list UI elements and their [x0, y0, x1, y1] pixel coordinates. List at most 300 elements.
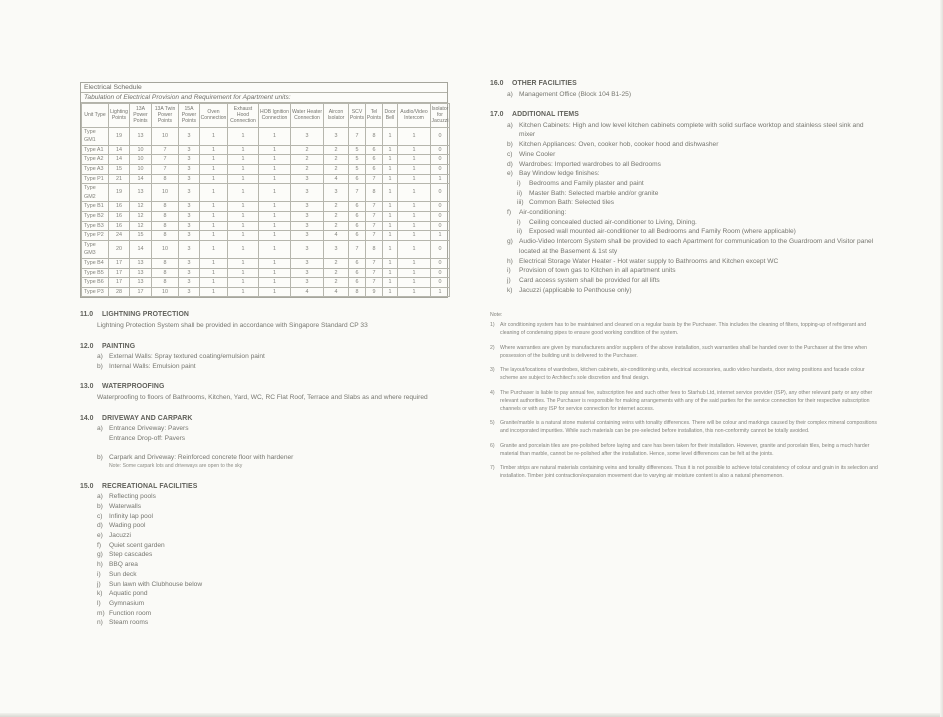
spec-line-label: a): [507, 90, 513, 98]
section-number: 15.0: [80, 482, 94, 490]
tel-points-cell: 7: [366, 202, 383, 212]
hob-ignition-connection-cell: 1: [259, 221, 291, 231]
13a-twin-power-points-cell: 8: [152, 221, 179, 231]
audio-video-intercom-cell: 1: [398, 258, 431, 268]
section-lightning-protection: [80, 311, 448, 330]
section-title: ADDITIONAL ITEMS: [512, 111, 579, 119]
audio-video-intercom-cell: 1: [398, 231, 431, 241]
spec-line: [97, 560, 448, 570]
column-header: 15A Power Points: [179, 104, 200, 128]
spec-line-text: Quiet scent garden: [109, 541, 165, 549]
note-number: 2): [490, 344, 495, 351]
spec-line-label: a): [97, 493, 103, 501]
lighting-points-cell: 16: [109, 221, 130, 231]
hob-ignition-connection-cell: 1: [259, 211, 291, 221]
spec-line-text: Gymnasium: [109, 599, 145, 607]
table-row: [82, 202, 450, 212]
audio-video-intercom-cell: 1: [398, 174, 431, 184]
spec-line-text: Internal Walls: Emulsion paint: [109, 362, 196, 370]
section-number: 11.0: [80, 311, 94, 319]
spec-line-text: Steam rooms: [109, 619, 149, 627]
column-header: Isolator for Jacuzzi: [431, 104, 450, 128]
oven-connection-cell: 1: [200, 145, 228, 155]
section-number: 17.0: [490, 111, 504, 119]
unit-type-cell: Type A2: [82, 155, 109, 165]
note-text: The layout/locations of wardrobes, kitchen cabinets, air-conditioning units, electrical accessories, audio video handsets, door swing positions and facade colour scheme are subject to Architect's sole discretion and final design.: [500, 367, 865, 382]
spec-line-text: Wine Cooler: [519, 150, 556, 158]
section-title: DRIVEWAY AND CARPARK: [102, 414, 193, 422]
lighting-points-cell: 17: [109, 268, 130, 278]
spec-line-label: a): [97, 425, 103, 433]
spec-line-text: Air-conditioning:: [519, 209, 567, 217]
audio-video-intercom-cell: 1: [398, 202, 431, 212]
scv-points-cell: 6: [349, 268, 366, 278]
table-row: [82, 211, 450, 221]
spec-line: [517, 179, 880, 189]
column-header: Door Bell: [383, 104, 398, 128]
door-bell-cell: 1: [383, 202, 398, 212]
unit-type-cell: Type GM3: [82, 240, 109, 258]
spec-line-text: Bay Window ledge finishes:: [519, 170, 600, 178]
spec-line: [97, 424, 448, 434]
door-bell-cell: 1: [383, 174, 398, 184]
oven-connection-cell: 1: [200, 164, 228, 174]
isolator-jacuzzi-cell: 0: [431, 221, 450, 231]
spec-line-text: Electrical Storage Water Heater - Hot water supply to Bathrooms and Kitchen except WC: [519, 257, 779, 265]
spec-line: [97, 550, 448, 560]
exhaust-hood-connection-cell: 1: [228, 278, 259, 288]
door-bell-cell: 1: [383, 145, 398, 155]
aircon-isolator-cell: 2: [324, 164, 349, 174]
door-bell-cell: 1: [383, 127, 398, 145]
spec-line: [517, 218, 880, 228]
exhaust-hood-connection-cell: 1: [228, 268, 259, 278]
table-row: [82, 287, 450, 297]
lighting-points-cell: 16: [109, 202, 130, 212]
isolator-jacuzzi-cell: 0: [431, 164, 450, 174]
door-bell-cell: 1: [383, 268, 398, 278]
spec-line-text: Entrance Drop-off: Pavers: [109, 434, 186, 442]
13a-power-points-cell: 13: [130, 268, 152, 278]
table-header-row: [82, 104, 450, 128]
aircon-isolator-cell: 2: [324, 155, 349, 165]
13a-twin-power-points-cell: 10: [152, 287, 179, 297]
tel-points-cell: 7: [366, 221, 383, 231]
unit-type-cell: Type GM1: [82, 127, 109, 145]
13a-twin-power-points-cell: 8: [152, 231, 179, 241]
scv-points-cell: 6: [349, 202, 366, 212]
15a-power-points-cell: 3: [179, 268, 200, 278]
spec-line-text: Waterproofing to floors of Bathrooms, Kitchen, Yard, WC, RC Flat Roof, Terrace and Slabs as and where required: [97, 393, 428, 401]
scv-points-cell: 5: [349, 145, 366, 155]
note-number: 5): [490, 420, 495, 427]
isolator-jacuzzi-cell: 1: [431, 174, 450, 184]
13a-twin-power-points-cell: 8: [152, 174, 179, 184]
spec-line-label: f): [507, 209, 512, 217]
spec-line-text: Step cascades: [109, 551, 153, 559]
unit-type-cell: Type B5: [82, 268, 109, 278]
water-heater-connection-cell: 3: [291, 258, 324, 268]
door-bell-cell: 1: [383, 221, 398, 231]
13a-power-points-cell: 14: [130, 240, 152, 258]
spec-line: [97, 589, 448, 599]
spec-line-text: Kitchen Appliances: Oven, cooker hob, cooker hood and dishwasher: [519, 141, 719, 149]
spec-line-text: Common Bath: Selected tiles: [529, 199, 615, 207]
scv-points-cell: 7: [349, 240, 366, 258]
oven-connection-cell: 1: [200, 231, 228, 241]
spec-line: [507, 140, 880, 150]
spec-line: [507, 208, 880, 218]
audio-video-intercom-cell: 1: [398, 240, 431, 258]
spec-line-text: Master Bath: Selected marble and/or granite: [529, 189, 659, 197]
column-header: 13A Power Points: [130, 104, 152, 128]
spec-line-label: i): [517, 218, 521, 226]
column-header: Exhaust Hood Connection: [228, 104, 259, 128]
spec-line: [97, 618, 448, 628]
column-header: 13A Twin Power Points: [152, 104, 179, 128]
13a-power-points-cell: 14: [130, 174, 152, 184]
13a-power-points-cell: 15: [130, 231, 152, 241]
oven-connection-cell: 1: [200, 268, 228, 278]
scv-points-cell: 7: [349, 184, 366, 202]
notes-heading: Note:: [490, 312, 503, 319]
scv-points-cell: 6: [349, 258, 366, 268]
electrical-provision-table: [81, 103, 450, 297]
exhaust-hood-connection-cell: 1: [228, 221, 259, 231]
spec-line-label: i): [517, 179, 521, 187]
lighting-points-cell: 24: [109, 231, 130, 241]
section-title: WATERPROOFING: [102, 383, 165, 391]
aircon-isolator-cell: 2: [324, 221, 349, 231]
unit-type-cell: Type GM2: [82, 184, 109, 202]
13a-power-points-cell: 13: [130, 127, 152, 145]
spec-line: [109, 462, 448, 471]
spec-line-text: Exposed wall mounted air-conditioner to all Bedrooms and Family Room (where applicable): [529, 228, 796, 236]
hob-ignition-connection-cell: 1: [259, 145, 291, 155]
isolator-jacuzzi-cell: 0: [431, 268, 450, 278]
column-header: Unit Type: [82, 104, 109, 128]
spec-line-label: b): [97, 362, 103, 370]
audio-video-intercom-cell: 1: [398, 184, 431, 202]
spec-line-text: External Walls: Spray textured coating/emulsion paint: [109, 353, 265, 360]
13a-twin-power-points-cell: 10: [152, 127, 179, 145]
column-header: SCV Points: [349, 104, 366, 128]
isolator-jacuzzi-cell: 0: [431, 127, 450, 145]
spec-line-text: Ceiling concealed ducted air-conditioner to Living, Dining.: [529, 218, 697, 226]
isolator-jacuzzi-cell: 0: [431, 155, 450, 165]
exhaust-hood-connection-cell: 1: [228, 155, 259, 165]
aircon-isolator-cell: 2: [324, 211, 349, 221]
tel-points-cell: 7: [366, 231, 383, 241]
spec-line: [517, 198, 880, 208]
15a-power-points-cell: 3: [179, 240, 200, 258]
oven-connection-cell: 1: [200, 184, 228, 202]
isolator-jacuzzi-cell: 0: [431, 211, 450, 221]
water-heater-connection-cell: 3: [291, 240, 324, 258]
13a-power-points-cell: 13: [130, 258, 152, 268]
spec-line: [507, 286, 880, 296]
notes-list: [490, 321, 880, 480]
table-row: [82, 127, 450, 145]
tel-points-cell: 6: [366, 155, 383, 165]
13a-power-points-cell: 13: [130, 184, 152, 202]
unit-type-cell: Type B6: [82, 278, 109, 288]
oven-connection-cell: 1: [200, 278, 228, 288]
water-heater-connection-cell: 3: [291, 184, 324, 202]
15a-power-points-cell: 3: [179, 145, 200, 155]
water-heater-connection-cell: 2: [291, 145, 324, 155]
oven-connection-cell: 1: [200, 155, 228, 165]
aircon-isolator-cell: 4: [324, 287, 349, 297]
water-heater-connection-cell: 3: [291, 278, 324, 288]
exhaust-hood-connection-cell: 1: [228, 231, 259, 241]
13a-twin-power-points-cell: 7: [152, 164, 179, 174]
hob-ignition-connection-cell: 1: [259, 268, 291, 278]
spec-line: [97, 352, 448, 362]
15a-power-points-cell: 3: [179, 155, 200, 165]
13a-twin-power-points-cell: 8: [152, 278, 179, 288]
13a-twin-power-points-cell: 8: [152, 268, 179, 278]
exhaust-hood-connection-cell: 1: [228, 211, 259, 221]
scv-points-cell: 5: [349, 164, 366, 174]
scv-points-cell: 6: [349, 231, 366, 241]
water-heater-connection-cell: 3: [291, 268, 324, 278]
tel-points-cell: 8: [366, 184, 383, 202]
column-header: Tel Points: [366, 104, 383, 128]
tel-points-cell: 6: [366, 145, 383, 155]
spec-line-text: Function room: [109, 609, 152, 617]
spec-line-label: a): [507, 121, 513, 129]
section-other-facilities: [490, 80, 880, 99]
spec-line-text: Note: Some carpark lots and driveways are open to the sky: [109, 463, 243, 470]
door-bell-cell: 1: [383, 211, 398, 221]
spec-line-label: f): [97, 541, 102, 549]
spec-line-label: k): [507, 286, 513, 294]
spec-line-label: g): [507, 238, 513, 246]
lighting-points-cell: 20: [109, 240, 130, 258]
spec-line: [97, 512, 448, 522]
13a-power-points-cell: 10: [130, 155, 152, 165]
spec-line-text: Reflecting pools: [109, 493, 156, 501]
spec-line-label: iii): [517, 199, 524, 207]
door-bell-cell: 1: [383, 184, 398, 202]
exhaust-hood-connection-cell: 1: [228, 174, 259, 184]
aircon-isolator-cell: 2: [324, 278, 349, 288]
tel-points-cell: 7: [366, 174, 383, 184]
electrical-schedule-table: [80, 82, 448, 298]
unit-type-cell: Type P3: [82, 287, 109, 297]
13a-twin-power-points-cell: 7: [152, 145, 179, 155]
table-title: Electrical Schedule: [81, 83, 447, 93]
note-number: 3): [490, 367, 495, 374]
door-bell-cell: 1: [383, 155, 398, 165]
table-row: [82, 174, 450, 184]
13a-twin-power-points-cell: 8: [152, 211, 179, 221]
note-text: Air conditioning system has to be maintained and cleaned on a regular basis by the Purchaser. This includes the cleaning of filters, topping-up of refrigerant and cleaning of condensing pipes to ensure good working condition of the system.: [500, 322, 867, 337]
lighting-points-cell: 15: [109, 164, 130, 174]
water-heater-connection-cell: 3: [291, 174, 324, 184]
table-row: [82, 184, 450, 202]
exhaust-hood-connection-cell: 1: [228, 127, 259, 145]
scv-points-cell: 6: [349, 221, 366, 231]
aircon-isolator-cell: 4: [324, 174, 349, 184]
spec-line-text: BBQ area: [109, 561, 138, 569]
note-number: 1): [490, 322, 495, 329]
15a-power-points-cell: 3: [179, 184, 200, 202]
column-header: Lighting Points: [109, 104, 130, 128]
note-item: [490, 442, 880, 458]
isolator-jacuzzi-cell: 1: [431, 231, 450, 241]
audio-video-intercom-cell: 1: [398, 145, 431, 155]
section-number: 14.0: [80, 414, 94, 422]
note-number: 4): [490, 389, 495, 396]
13a-twin-power-points-cell: 8: [152, 202, 179, 212]
spec-line-label: a): [97, 353, 103, 360]
spec-line-label: b): [507, 141, 513, 149]
hob-ignition-connection-cell: 1: [259, 155, 291, 165]
table-row: [82, 231, 450, 241]
section-title: LIGHTNING PROTECTION: [102, 311, 189, 319]
spec-line-text: Card access system shall be provided for all lifts: [519, 276, 660, 284]
spec-line-text: Carpark and Driveway: Reinforced concrete floor with hardener: [109, 453, 294, 461]
water-heater-connection-cell: 3: [291, 221, 324, 231]
13a-power-points-cell: 12: [130, 221, 152, 231]
spec-line-label: ii): [517, 228, 523, 236]
exhaust-hood-connection-cell: 1: [228, 240, 259, 258]
audio-video-intercom-cell: 1: [398, 278, 431, 288]
tel-points-cell: 8: [366, 127, 383, 145]
15a-power-points-cell: 3: [179, 231, 200, 241]
oven-connection-cell: 1: [200, 240, 228, 258]
exhaust-hood-connection-cell: 1: [228, 184, 259, 202]
spec-line-label: e): [507, 170, 513, 178]
spec-line-text: Wardrobes: Imported wardrobes to all Bedrooms: [519, 160, 661, 168]
aircon-isolator-cell: 2: [324, 258, 349, 268]
audio-video-intercom-cell: 1: [398, 211, 431, 221]
spec-line: [97, 599, 448, 609]
door-bell-cell: 1: [383, 278, 398, 288]
lighting-points-cell: 14: [109, 145, 130, 155]
note-item: [490, 321, 880, 337]
isolator-jacuzzi-cell: 0: [431, 202, 450, 212]
audio-video-intercom-cell: 1: [398, 155, 431, 165]
water-heater-connection-cell: 3: [291, 231, 324, 241]
spec-line: [507, 237, 880, 256]
spec-line-text: Provision of town gas to Kitchen in all apartment units: [519, 267, 676, 275]
spec-line-text: Infinity lap pool: [109, 512, 153, 520]
spec-line-label: g): [97, 551, 103, 559]
unit-type-cell: Type B1: [82, 202, 109, 212]
13a-power-points-cell: 10: [130, 164, 152, 174]
spec-line: [507, 121, 880, 140]
note-item: [490, 366, 880, 382]
water-heater-connection-cell: 2: [291, 155, 324, 165]
spec-line: [97, 492, 448, 502]
isolator-jacuzzi-cell: 0: [431, 258, 450, 268]
spec-line-text: Waterwalls: [109, 502, 141, 510]
section-number: 16.0: [490, 80, 504, 87]
spec-line: [507, 160, 880, 170]
section-additional-items: [490, 111, 880, 295]
15a-power-points-cell: 3: [179, 164, 200, 174]
spec-line-text: Jacuzzi (applicable to Penthouse only): [519, 286, 632, 294]
oven-connection-cell: 1: [200, 221, 228, 231]
lighting-points-cell: 17: [109, 278, 130, 288]
section-driveway-carpark: [80, 415, 448, 471]
spec-line-label: j): [97, 580, 101, 588]
spec-line-text: Entrance Driveway: Pavers: [109, 425, 189, 433]
right-column: [490, 80, 880, 487]
section-number: 12.0: [80, 342, 94, 350]
note-text: Timber strips are natural materials containing veins and tonality differences. Thus it is not possible to achieve total consistency of colour and grain in its selection and installation. Timber joint contraction/expansion movement due to varying air moisture content is also a natural phenomenon.: [500, 465, 878, 480]
audio-video-intercom-cell: 1: [398, 287, 431, 297]
tel-points-cell: 6: [366, 164, 383, 174]
aircon-isolator-cell: 3: [324, 184, 349, 202]
lighting-points-cell: 21: [109, 174, 130, 184]
aircon-isolator-cell: 3: [324, 240, 349, 258]
hob-ignition-connection-cell: 1: [259, 127, 291, 145]
column-header: Water Heater Connection: [291, 104, 324, 128]
spec-line-text: Bedrooms and Family plaster and paint: [529, 179, 644, 187]
exhaust-hood-connection-cell: 1: [228, 287, 259, 297]
unit-type-cell: Type P2: [82, 231, 109, 241]
isolator-jacuzzi-cell: 0: [431, 184, 450, 202]
15a-power-points-cell: 3: [179, 211, 200, 221]
water-heater-connection-cell: 4: [291, 287, 324, 297]
spec-line: [97, 502, 448, 512]
tel-points-cell: 7: [366, 211, 383, 221]
table-body: [82, 127, 450, 297]
audio-video-intercom-cell: 1: [398, 221, 431, 231]
hob-ignition-connection-cell: 1: [259, 258, 291, 268]
oven-connection-cell: 1: [200, 287, 228, 297]
page-edge-shadow-bottom: [0, 713, 943, 717]
hob-ignition-connection-cell: 1: [259, 174, 291, 184]
unit-type-cell: Type B4: [82, 258, 109, 268]
13a-power-points-cell: 17: [130, 287, 152, 297]
door-bell-cell: 1: [383, 258, 398, 268]
spec-line: [507, 257, 880, 267]
exhaust-hood-connection-cell: 1: [228, 145, 259, 155]
15a-power-points-cell: 3: [179, 202, 200, 212]
water-heater-connection-cell: 3: [291, 127, 324, 145]
scv-points-cell: 6: [349, 211, 366, 221]
spec-line-label: i): [507, 267, 511, 275]
spec-line-label: k): [97, 590, 103, 598]
oven-connection-cell: 1: [200, 174, 228, 184]
spec-line: [109, 434, 448, 444]
spec-line-label: h): [97, 561, 103, 569]
exhaust-hood-connection-cell: 1: [228, 202, 259, 212]
note-text: Granite/marble is a natural stone material containing veins with tonality differences. There will be colour and markings caused by their complex mineral compositions and incorporated impurities. While such materials can be pre-selected before installation, this non-conformity cannot be totally avoided.: [500, 420, 877, 435]
lighting-points-cell: 19: [109, 127, 130, 145]
isolator-jacuzzi-cell: 0: [431, 278, 450, 288]
spec-line-label: i): [97, 570, 101, 578]
note-text: Where warranties are given by manufacturers and/or suppliers of the above installation, such warranties shall be handed over to the Purchaser at the time when possession of the building unit is delivered to the Purchaser.: [500, 344, 868, 359]
13a-power-points-cell: 13: [130, 278, 152, 288]
note-item: [490, 344, 880, 360]
hob-ignition-connection-cell: 1: [259, 240, 291, 258]
section-title: OTHER FACILITIES: [512, 80, 577, 87]
table-row: [82, 155, 450, 165]
spec-line-label: ii): [517, 189, 523, 197]
spec-line-text: Lightning Protection System shall be provided in accordance with Singapore Standard CP 33: [97, 321, 368, 329]
table-row: [82, 240, 450, 258]
section-number: 13.0: [80, 383, 94, 391]
exhaust-hood-connection-cell: 1: [228, 164, 259, 174]
aircon-isolator-cell: 3: [324, 127, 349, 145]
section-title: PAINTING: [102, 342, 136, 350]
